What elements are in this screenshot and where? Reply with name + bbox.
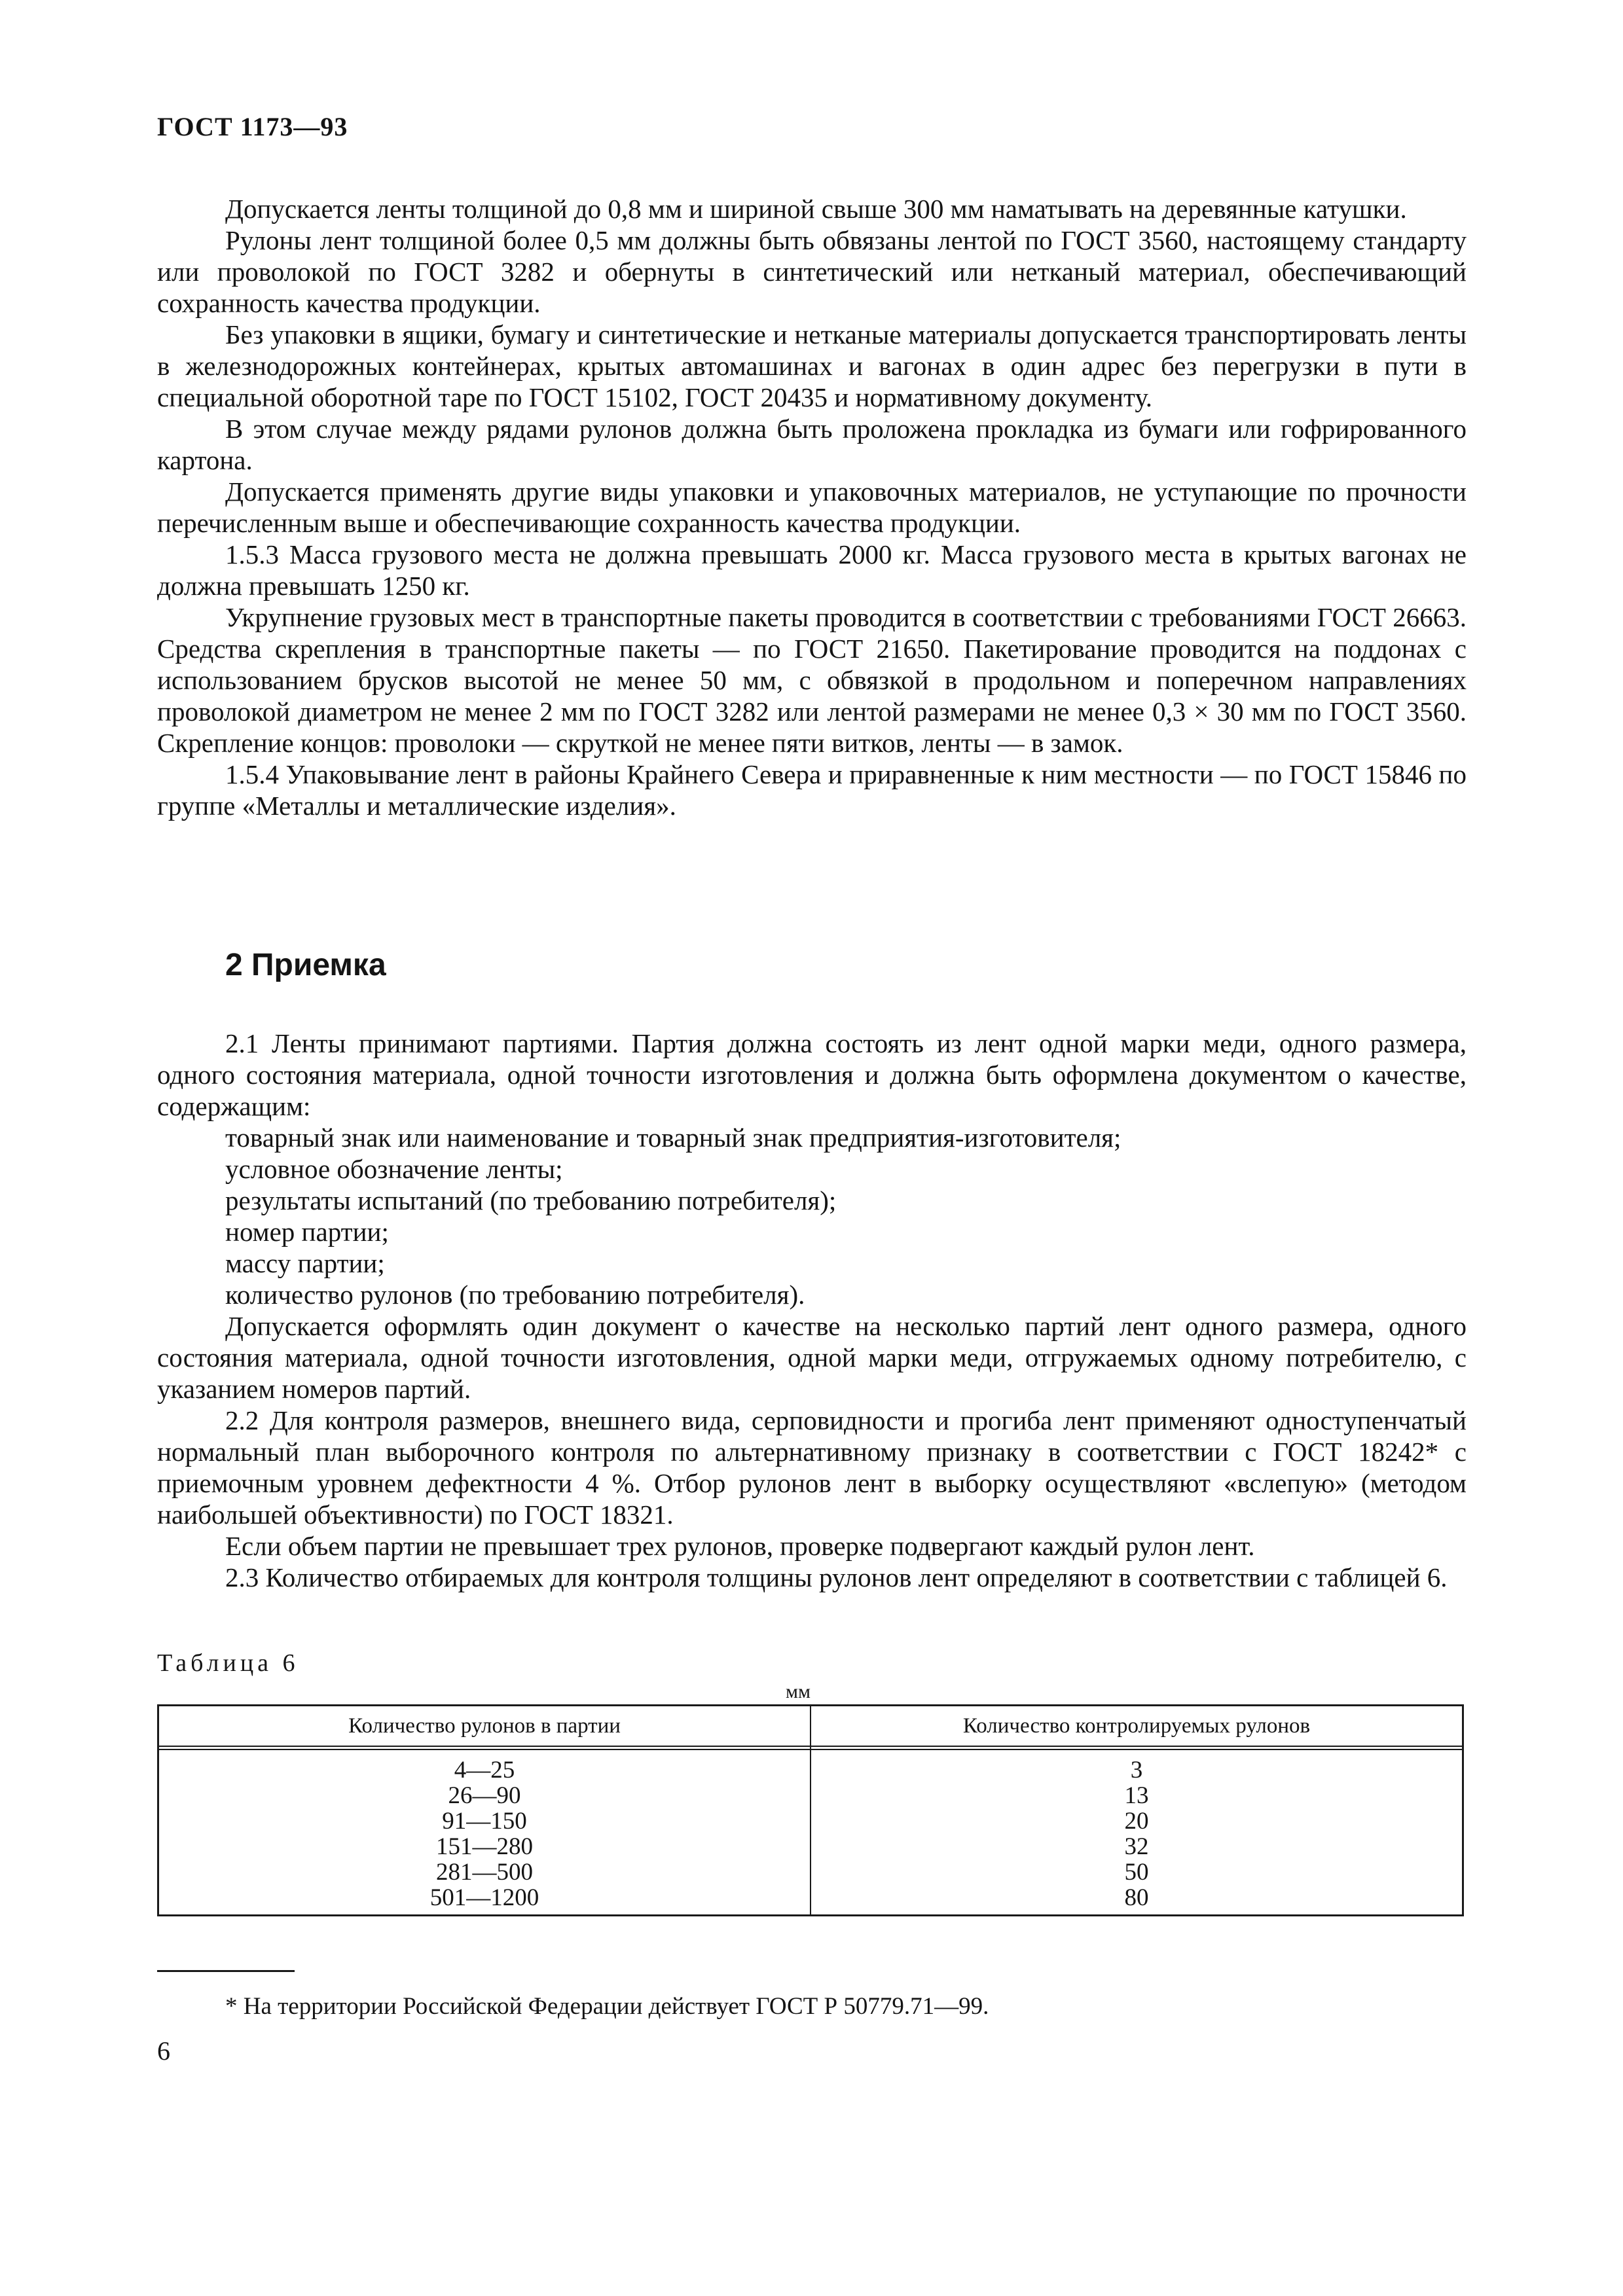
table-header-cell: Количество рулонов в партии	[348, 1714, 621, 1738]
paragraph: 1.5.4 Упаковывание лент в районы Крайнего Севера и приравненные к ним местности — по ГОСТ 15846 по группе «Металлы и металлические изделия».	[157, 759, 1467, 821]
table-cell: 281—500	[436, 1859, 533, 1886]
paragraph: Допускается оформлять один документ о качестве на несколько партий лент одного размера, одного состояния материала, одной точности изготовления, одной марки меди, отгружаемых одному потребителю, с указанием номеров партий.	[157, 1311, 1467, 1404]
paragraph: 2.2 Для контроля размеров, внешнего вида, серповидности и прогиба лент применяют одноступенчатый нормальный план выборочного контроля по альтернативному признаку в соответствии с ГОСТ 18242* с приемочным уровнем дефектности 4 %. Отбор рулонов лент в выборку осуществляют «вслепую» (методом наибольшей объективности) по ГОСТ 18321.	[157, 1405, 1467, 1530]
paragraph: 2.1 Ленты принимают партиями. Партия должна состоять из лент одной марки меди, одного размера, одного состояния материала, одной точности изготовления и должна быть оформлена документом о качестве, содержащим:	[157, 1028, 1467, 1121]
table-cell: 26—90	[448, 1782, 521, 1809]
paragraph: Допускается ленты толщиной до 0,8 мм и шириной свыше 300 мм наматывать на деревянные катушки.	[225, 194, 1407, 224]
paragraph: Рулоны лент толщиной более 0,5 мм должны быть обвязаны лентой по ГОСТ 3560, настоящему стандарту или проволокой по ГОСТ 3282 и обернуты в синтетический или нетканый материал, обеспечивающий сохранность качества продукции.	[157, 225, 1467, 318]
table-caption: Таблица 6	[157, 1649, 299, 1677]
table-cell: 91—150	[442, 1808, 527, 1835]
table-column-controlled-rolls	[811, 1757, 1462, 1910]
section-title: 2 Приемка	[225, 948, 386, 982]
body-top	[157, 193, 1467, 821]
list-item: результаты испытаний (по требованию потребителя);	[225, 1185, 837, 1215]
list-item: товарный знак или наименование и товарный знак предприятия-изготовителя;	[225, 1122, 1122, 1153]
table-6	[157, 1704, 1464, 1916]
page-number: 6	[157, 2036, 170, 2066]
table-cell: 501—1200	[429, 1884, 539, 1911]
table-unit: мм	[786, 1681, 811, 1702]
table-column-rolls-in-lot	[159, 1757, 810, 1910]
table-cell: 4—25	[454, 1757, 515, 1784]
table-header-divider	[159, 1746, 1462, 1750]
table-cell: 20	[1124, 1808, 1149, 1835]
paragraph: Укрупнение грузовых мест в транспортные пакеты проводится в соответствии с требованиями ГОСТ 26663. Средства скрепления в транспортные пакеты — по ГОСТ 21650. Пакетирование проводится на поддонах с использованием брусков высотой не менее 50 мм, с обвязкой в продольном и поперечном направлениях проволокой диаметром не менее 2 мм по ГОСТ 3282 или лентой размерами не менее 0,3 × 30 мм по ГОСТ 3560. Скрепление концов: проволоки — скруткой не менее пяти витков, ленты — в замок.	[157, 602, 1467, 758]
paragraph: Если объем партии не превышает трех рулонов, проверке подвергают каждый рулон лент.	[225, 1531, 1255, 1561]
table-cell: 3	[1130, 1757, 1143, 1784]
paragraph: 1.5.3 Масса грузового места не должна превышать 2000 кг. Масса грузового места в крытых вагонах не должна превышать 1250 кг.	[157, 539, 1467, 601]
footnote: * На территории Российской Федерации действует ГОСТ Р 50779.71—99.	[225, 1993, 989, 2020]
paragraph: Без упаковки в ящики, бумагу и синтетические и нетканые материалы допускается транспортировать ленты в железнодорожных контейнерах, крытых автомашинах и вагонах в один адрес без перегрузки в пути в специальной оборотной таре по ГОСТ 15102, ГОСТ 20435 и нормативному документу.	[157, 319, 1467, 412]
list-item: количество рулонов (по требованию потребителя).	[225, 1280, 805, 1310]
table-cell: 80	[1124, 1884, 1149, 1911]
paragraph: В этом случае между рядами рулонов должна быть проложена прокладка из бумаги или гофрированного картона.	[157, 414, 1467, 475]
table-cell: 50	[1124, 1859, 1149, 1886]
list-item: условное обозначение ленты;	[225, 1154, 563, 1184]
paragraph: 2.3 Количество отбираемых для контроля толщины рулонов лент определяют в соответствии с таблицей 6.	[225, 1562, 1448, 1592]
footnote-separator	[157, 1970, 295, 1972]
table-header-cell: Количество контролируемых рулонов	[962, 1714, 1311, 1738]
document-code-header: ГОСТ 1173—93	[157, 112, 348, 141]
list-item: массу партии;	[225, 1248, 385, 1278]
list-item: номер партии;	[225, 1217, 389, 1247]
paragraph: Допускается применять другие виды упаковки и упаковочных материалов, не уступающие по прочности перечисленным выше и обеспечивающие сохранность качества продукции.	[157, 476, 1467, 538]
table-cell: 13	[1124, 1782, 1149, 1809]
table-cell: 32	[1124, 1833, 1149, 1860]
body-section-2	[157, 1028, 1467, 1593]
table-cell: 151—280	[436, 1833, 533, 1860]
